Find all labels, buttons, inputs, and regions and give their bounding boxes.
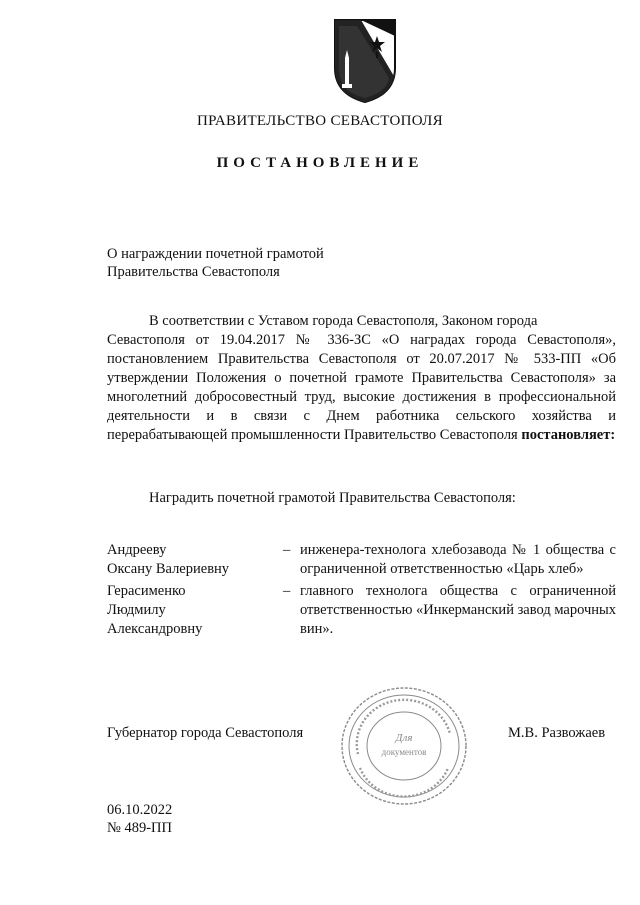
recipient-dash: – — [283, 542, 291, 558]
organization-name: ПРАВИТЕЛЬСТВО СЕВАСТОПОЛЯ — [197, 113, 443, 129]
signatory-name: М.В. Развожаев — [508, 725, 606, 741]
document-type-title: ПОСТАНОВЛЕНИЕ — [216, 155, 424, 171]
recipient-name-line: Герасименко — [107, 583, 186, 599]
stamp-center-text: документов — [381, 747, 427, 757]
sevastopol-coat-of-arms-icon — [331, 16, 399, 104]
recipient-dash: – — [283, 583, 291, 599]
stamp-center-text: Для — [395, 732, 413, 744]
recipient-name — [107, 582, 277, 639]
recipient-name — [107, 541, 277, 579]
document-date: 06.10.2022 — [107, 802, 173, 818]
recipient-row — [107, 541, 616, 581]
subject-line-2: Правительства Севастополя — [107, 264, 280, 280]
preamble-text: Севастополя от 19.04.2017 № 336-ЗС «О наградах города Севастополя», постановлением Правительства Севастополя от 20.07.2017 № 533-ПП «Об утверждении Положения о почетной грамоте Правительства Севастополя» за многолетний добросовестный труд, высокие достижения в профессиональной деятельности и в связи с Днем работника сельского хозяйства и перерабатывающей промышленности Правительство Севастополя — [107, 332, 616, 443]
recipient-name-line: Александровну — [107, 621, 203, 637]
document-number: № 489-ПП — [107, 820, 172, 836]
recipient-name-line: Оксану Валериевну — [107, 561, 230, 577]
recipient-description: инженера-технолога хлебозавода № 1 общества с ограниченной ответственностью «Царь хлеб» — [300, 542, 616, 577]
preamble-first-line: В соответствии с Уставом города Севастополя, Законом города — [149, 313, 538, 329]
award-statement: Наградить почетной грамотой Правительства Севастополя: — [149, 490, 516, 506]
recipient-description: главного технолога общества с ограниченной ответственностью «Инкерманский завод марочных вин». — [300, 583, 617, 637]
recipient-name-line: Андрееву — [107, 542, 167, 558]
official-stamp-icon — [338, 684, 470, 808]
preamble-verb: постановляет: — [521, 427, 616, 443]
recipient-row — [107, 582, 616, 640]
recipient-name-line: Людмилу — [107, 602, 166, 618]
subject-line-1: О награждении почетной грамотой — [107, 246, 324, 262]
signatory-title: Губернатор города Севастополя — [107, 725, 304, 741]
document-subject — [107, 245, 324, 281]
preamble-paragraph — [107, 312, 616, 445]
